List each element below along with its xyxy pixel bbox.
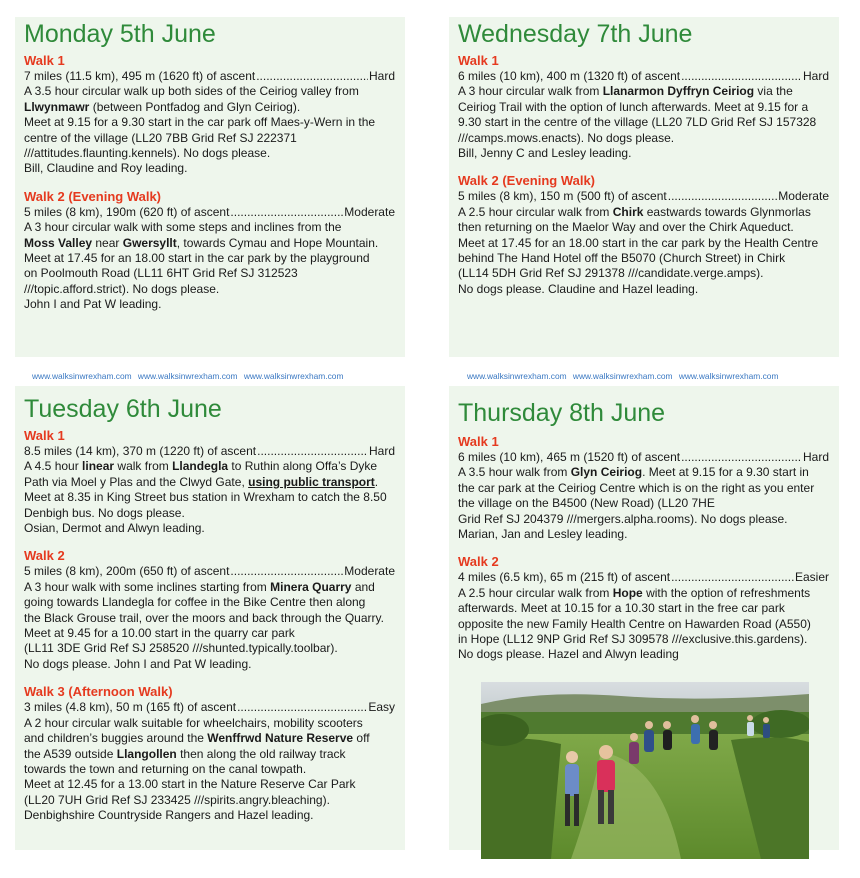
walk-title: Walk 3 (Afternoon Walk) [24,684,173,700]
walk-desc: A 2.5 hour circular walk from Chirk eastwards towards Glynmorlas [458,204,811,219]
walk-desc: Ceiriog Trail with the option of lunch afterwards. Meet at 9.15 for a [458,99,809,114]
walk-desc: centre of the village (LL20 7BB Grid Ref SJ 222371 [24,130,297,145]
walk-stats: 7 miles (11.5 km), 495 m (1620 ft) of ascent ..... Hard [24,69,395,84]
walk-desc: ///attitudes.flaunting.kennels). No dogs please. [24,146,271,161]
tuesday-walk-3 [24,684,395,823]
day-title-thursday: Thursday 8th June [458,399,666,427]
walk-leaders: John I and Pat W leading. [24,297,162,312]
walk-stats: 5 miles (8 km), 150 m (500 ft) of ascent ..... Moderate [458,189,829,204]
walk-title: Walk 1 [458,434,499,449]
walk-desc: A 3 hour circular walk with some steps and inclines from the [24,220,342,235]
walk-desc: (LL20 7UH Grid Ref SJ 233425 ///spirits.angry.bleaching). [24,792,330,807]
walk-title: Walk 1 [24,428,65,443]
walk-desc: A 4.5 hour linear walk from Llandegla to Ruthin along Offa’s Dyke [24,459,378,474]
walk-desc: A 3.5 hour circular walk up both sides of the Ceiriog valley from [24,84,359,99]
walk-desc: Path via Moel y Plas and the Clwyd Gate, using public transport. [24,474,379,489]
walk-desc: Meet at 12.45 for a 13.00 start in the Nature Reserve Car Park [24,777,356,792]
walk-desc: Meet at 9.15 for a 9.30 start in the car park off Maes-y-Wern in the [24,115,376,130]
walk-desc: Meet at 17.45 for an 18.00 start in the car park by the Health Centre [458,235,819,250]
walk-desc: the A539 outside Llangollen then along the old railway track [24,746,346,761]
website-url-right[interactable]: www.walksinwrexham.com www.walksinwrexham.com www.walksinwrexham.com [467,371,779,381]
walk-desc: the Black Grouse trail, over the moors and back through the Quarry. [24,610,384,625]
walk-stats: 5 miles (8 km), 200m (650 ft) of ascent ..... Moderate [24,564,395,579]
walk-desc: towards the town and returning on the canal towpath. [24,761,307,776]
wednesday-walk-1 [458,53,829,161]
walk-desc: A 3 hour walk with some inclines starting from Minera Quarry and [24,579,375,594]
tuesday-walk-1 [24,428,395,536]
walk-stats: 6 miles (10 km), 465 m (1520 ft) of ascent ..... Hard [458,450,829,465]
walk-leaders: No dogs please. John I and Pat W leading. [24,656,252,671]
walk-stats: 4 miles (6.5 km), 65 m (215 ft) of ascent ..... Easier [458,570,829,585]
walk-title: Walk 2 (Evening Walk) [458,173,596,189]
walk-title: Walk 1 [24,53,65,68]
walk-desc: Meet at 17.45 for an 18.00 start in the car park by the playground [24,251,370,266]
walk-title: Walk 2 (Evening Walk) [24,188,162,204]
walk-desc: ///topic.afford.strict). No dogs please. [24,281,220,296]
walk-title: Walk 2 [24,548,65,564]
walk-desc: going towards Llandegla for coffee in the Bike Centre then along [24,595,366,610]
day-title-wednesday: Wednesday 7th June [458,20,693,48]
walk-stats: 5 miles (8 km), 190m (620 ft) of ascent ..... Moderate [24,205,395,220]
walk-desc: Grid Ref SJ 204379 ///mergers.alpha.rooms). No dogs please. [458,511,788,526]
walk-stats: 8.5 miles (14 km), 370 m (1220 ft) of ascent ..... Hard [24,444,395,459]
walk-leaders: No dogs please. Claudine and Hazel leading. [458,281,699,296]
walk-leaders: Bill, Claudine and Roy leading. [24,161,188,176]
walk-title: Walk 2 [458,554,499,570]
website-url-left[interactable]: www.walksinwrexham.com www.walksinwrexham.com www.walksinwrexham.com [32,371,344,381]
walk-desc: (LL11 3DE Grid Ref SJ 258520 ///shunted.typically.toolbar). [24,641,338,656]
walk-desc: A 3 hour circular walk from Llanarmon Dyffryn Ceiriog via the [458,84,793,99]
walk-title: Walk 1 [458,53,499,68]
walk-leaders: Marian, Jan and Lesley leading. [458,527,628,542]
walk-stats: 6 miles (10 km), 400 m (1320 ft) of ascent ..... Hard [458,69,829,84]
walk-desc: in Hope (LL12 9NP Grid Ref SJ 309578 ///exclusive.this.gardens). [458,632,808,647]
walk-desc: A 2.5 hour circular walk from Hope with the option of refreshments [458,585,811,600]
walk-desc: afterwards. Meet at 10.15 for a 10.30 start in the free car park [458,601,785,616]
walk-leaders: No dogs please. Hazel and Alwyn leading [458,647,679,662]
walk-stats: 3 miles (4.8 km), 50 m (165 ft) of ascent ..... Easy [24,700,395,715]
thursday-walk-1 [458,434,829,542]
walk-desc: then returning on the Maelor Way and over the Chirk Aqueduct. [458,220,794,235]
walk-leaders: Osian, Dermot and Alwyn leading. [24,521,205,536]
walk-desc: the village on the B4500 (New Road) (LL20 7HE [458,496,715,511]
wednesday-walk-2 [458,173,829,297]
day-title-monday: Monday 5th June [24,20,216,48]
walk-desc: and children’s buggies around the Wenffrwd Nature Reserve off [24,731,370,746]
monday-walk-2 [24,189,395,313]
walk-desc: Meet at 8.35 in King Street bus station in Wrexham to catch the 8.50 [24,490,387,505]
walk-desc: behind The Hand Hotel off the B5070 (Church Street) in Chirk [458,251,786,266]
walk-desc: Moss Valley near Gwersyllt, towards Cymau and Hope Mountain. [24,235,379,250]
tuesday-walk-2 [24,548,395,672]
walk-leaders: Bill, Jenny C and Lesley leading. [458,146,632,161]
walk-desc: ///camps.mows.enacts). No dogs please. [458,130,675,145]
walk-leaders: Denbighshire Countryside Rangers and Hazel leading. [24,808,314,823]
walk-desc: A 2 hour circular walk suitable for wheelchairs, mobility scooters [24,715,363,730]
thursday-walk-2 [458,554,829,662]
wednesday-panel [449,17,839,357]
walk-desc: opposite the new Family Health Centre on Hawarden Road (A550) [458,616,811,631]
walk-desc: A 3.5 hour walk from Glyn Ceiriog. Meet at 9.15 for a 9.30 start in [458,465,809,480]
walk-desc: (LL14 5DH Grid Ref SJ 291378 ///candidate.verge.amps). [458,266,764,281]
monday-panel [15,17,405,357]
tuesday-panel [15,386,405,850]
walk-desc: Denbigh bus. No dogs please. [24,505,185,520]
monday-walk-1 [24,53,395,177]
walkers-photo [481,682,809,859]
walk-desc: on Poolmouth Road (LL11 6HT Grid Ref SJ 312523 [24,266,298,281]
walk-desc: 9.30 start in the centre of the village (LL20 7LD Grid Ref SJ 157328 [458,115,817,130]
walk-desc: the car park at the Ceiriog Centre which is on the right as you enter [458,480,815,495]
day-title-tuesday: Tuesday 6th June [24,395,222,423]
walk-desc: Meet at 9.45 for a 10.00 start in the quarry car park [24,626,295,641]
walk-desc: Llwynmawr (between Pontfadog and Glyn Ceiriog). [24,99,301,114]
